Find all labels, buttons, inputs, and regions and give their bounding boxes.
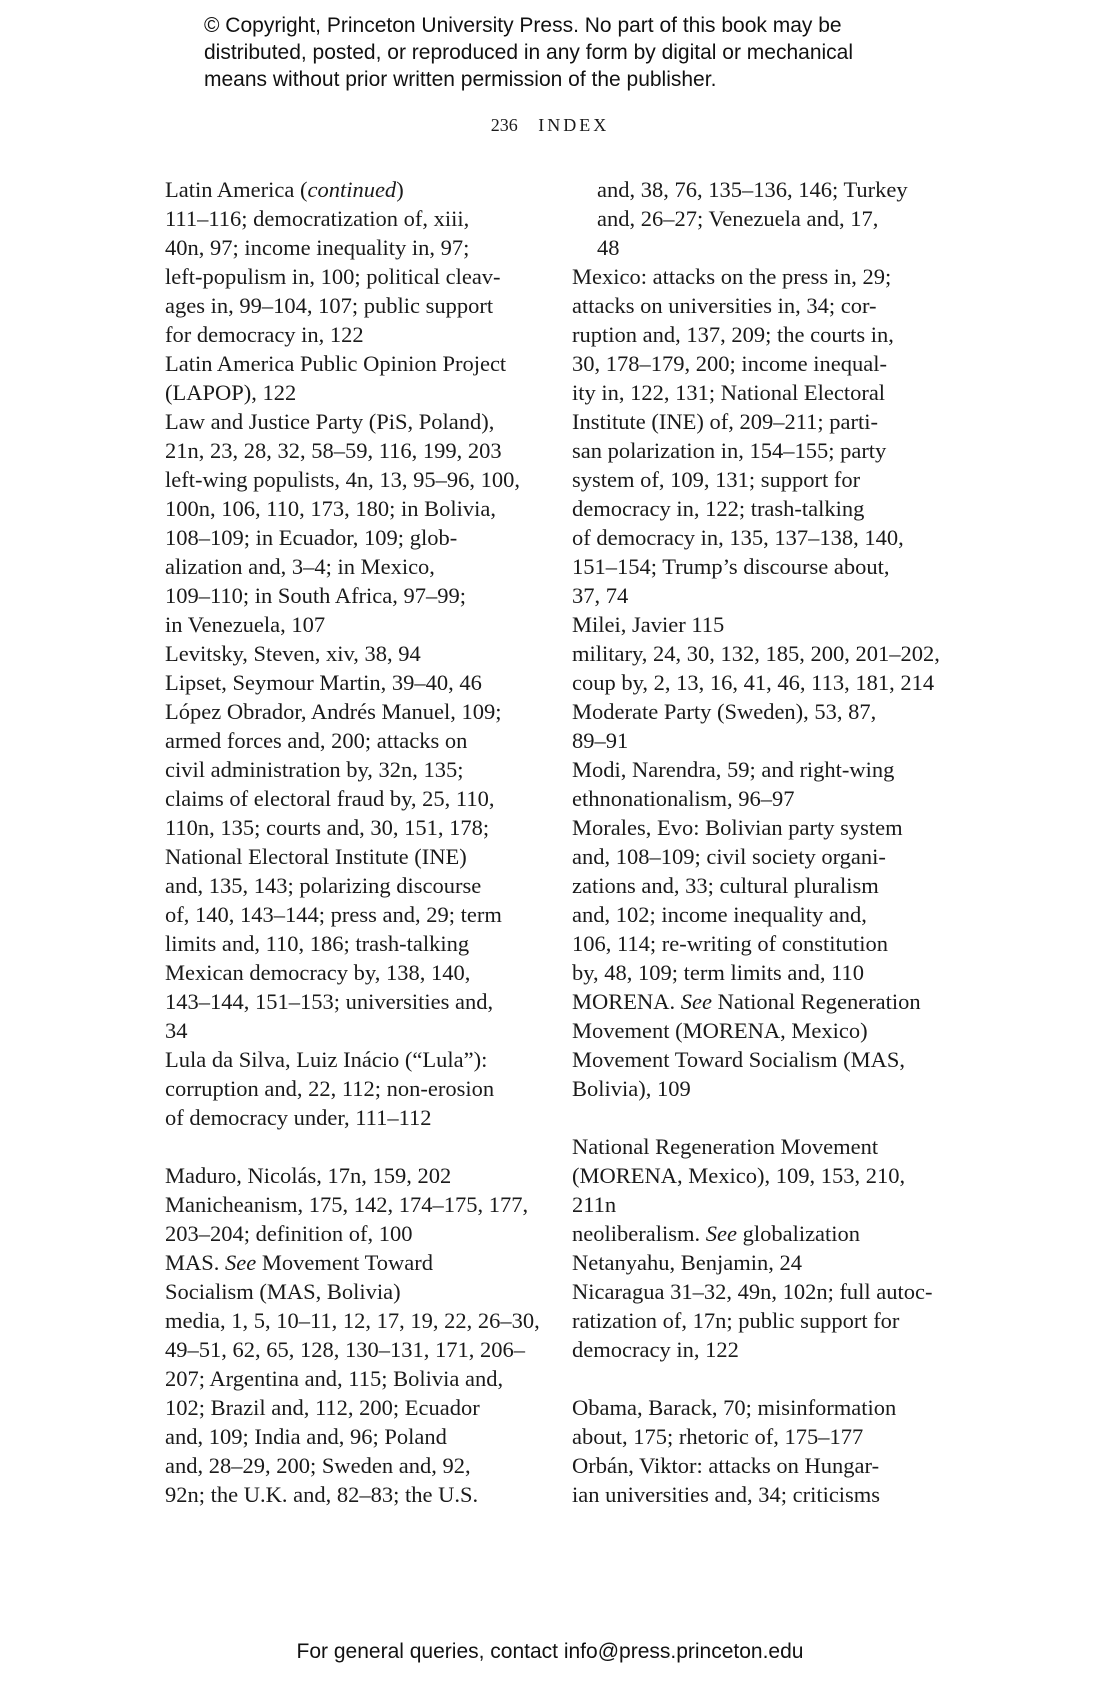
entry-line: and, 28–29, 200; Sweden and, 92, — [165, 1453, 471, 1478]
running-head — [0, 115, 1100, 136]
section-title: INDEX — [538, 115, 610, 135]
entry-line: Institute (INE) of, 209–211; parti- — [572, 409, 878, 434]
index-entry — [572, 1045, 972, 1103]
entry-line: 211n — [572, 1192, 617, 1217]
entry-line: armed forces and, 200; attacks on — [165, 728, 468, 753]
entry-line: 92n; the U.K. and, 82–83; the U.S. — [165, 1482, 479, 1507]
entry-line: Netanyahu, Benjamin, 24 — [572, 1250, 802, 1275]
entry-line: and, 109; India and, 96; Poland — [165, 1424, 447, 1449]
entry-line: left-wing populists, 4n, 13, 95–96, 100, — [165, 467, 520, 492]
index-entry-continuation — [572, 175, 972, 262]
entry-line: Mexico: attacks on the press in, 29; — [572, 264, 892, 289]
index-entry — [572, 697, 972, 755]
copyright-line: means without prior written permission of the publisher. — [204, 68, 717, 91]
index-entry — [572, 1393, 972, 1451]
index-entry — [165, 1306, 545, 1509]
entry-line: Movement Toward Socialism (MAS, — [572, 1047, 905, 1072]
index-entry — [572, 1277, 972, 1364]
entry-line: Manicheanism, 175, 142, 174–175, 177, — [165, 1192, 529, 1217]
entry-line: 21n, 23, 28, 32, 58–59, 116, 199, 203 — [165, 438, 502, 463]
entry-line: Bolivia), 109 — [572, 1076, 691, 1101]
index-entry — [572, 755, 972, 813]
entry-line: ruption and, 137, 209; the courts in, — [572, 322, 894, 347]
copyright-line: © Copyright, Princeton University Press. No part of this book may be — [204, 14, 842, 37]
entry-line: democracy in, 122; trash-talking — [572, 496, 865, 521]
entry-line: and, 102; income inequality and, — [572, 902, 867, 927]
entry-line: 40n, 97; income inequality in, 97; — [165, 235, 470, 260]
entry-line: by, 48, 109; term limits and, 110 — [572, 960, 865, 985]
index-entry — [165, 349, 545, 407]
index-entry — [165, 639, 545, 668]
entry-line: military, 24, 30, 132, 185, 200, 201–202, — [572, 641, 940, 666]
entry-line: media, 1, 5, 10–11, 12, 17, 19, 22, 26–30, — [165, 1308, 540, 1333]
entry-line: Morales, Evo: Bolivian party system — [572, 815, 903, 840]
index-entry — [572, 1219, 972, 1248]
entry-line: MAS. See Movement Toward — [165, 1250, 433, 1275]
index-entry — [165, 1161, 545, 1190]
entry-line: 108–109; in Ecuador, 109; glob- — [165, 525, 458, 550]
index-entry — [572, 813, 972, 987]
entry-line: Modi, Narendra, 59; and right-wing — [572, 757, 895, 782]
entry-line: (LAPOP), 122 — [165, 380, 297, 405]
entry-line: san polarization in, 154–155; party — [572, 438, 887, 463]
entry-line: MORENA. See National Regeneration — [572, 989, 921, 1014]
index-column-left — [165, 175, 545, 1509]
entry-line: attacks on universities in, 34; cor- — [572, 293, 877, 318]
entry-line: and, 108–109; civil society organi- — [572, 844, 886, 869]
index-entry — [165, 407, 545, 465]
entry-line: López Obrador, Andrés Manuel, 109; — [165, 699, 502, 724]
index-entry — [572, 639, 972, 697]
entry-line: Lipset, Seymour Martin, 39–40, 46 — [165, 670, 482, 695]
section-gap — [165, 1132, 545, 1161]
entry-line: of democracy in, 135, 137–138, 140, — [572, 525, 904, 550]
entry-line: Milei, Javier 115 — [572, 612, 725, 637]
footer-contact: For general queries, contact info@press.princeton.edu — [296, 1640, 804, 1663]
entry-line: 37, 74 — [572, 583, 629, 608]
entry-line: Maduro, Nicolás, 17n, 159, 202 — [165, 1163, 452, 1188]
entry-line: Orbán, Viktor: attacks on Hungar- — [572, 1453, 880, 1478]
entry-line: ian universities and, 34; criticisms — [572, 1482, 881, 1507]
entry-line: Latin America Public Opinion Project — [165, 351, 507, 376]
index-entry — [165, 175, 545, 349]
section-gap — [572, 1103, 972, 1132]
index-entry — [572, 1248, 972, 1277]
entry-line: 34 — [165, 1018, 188, 1043]
entry-line: about, 175; rhetoric of, 175–177 — [572, 1424, 864, 1449]
entry-line: 49–51, 62, 65, 128, 130–131, 171, 206– — [165, 1337, 525, 1362]
index-entry — [572, 610, 972, 639]
entry-line: limits and, 110, 186; trash-talking — [165, 931, 470, 956]
section-gap — [572, 1364, 972, 1393]
entry-line: for democracy in, 122 — [165, 322, 364, 347]
entry-line: Moderate Party (Sweden), 53, 87, — [572, 699, 877, 724]
entry-line: system of, 109, 131; support for — [572, 467, 861, 492]
entry-line: Socialism (MAS, Bolivia) — [165, 1279, 401, 1304]
entry-line: ratization of, 17n; public support for — [572, 1308, 900, 1333]
entry-line: National Electoral Institute (INE) — [165, 844, 467, 869]
entry-line: 151–154; Trump’s discourse about, — [572, 554, 890, 579]
entry-line: neoliberalism. See globalization — [572, 1221, 861, 1246]
entry-line: democracy in, 122 — [572, 1337, 739, 1362]
entry-line: Lula da Silva, Luiz Inácio (“Lula”): — [165, 1047, 488, 1072]
entry-line: ethnonationalism, 96–97 — [572, 786, 795, 811]
entry-line: Law and Justice Party (PiS, Poland), — [165, 409, 495, 434]
entry-line: zations and, 33; cultural pluralism — [572, 873, 879, 898]
entry-line: Levitsky, Steven, xiv, 38, 94 — [165, 641, 421, 666]
entry-line: of democracy under, 111–112 — [165, 1105, 432, 1130]
entry-line: Latin America (continued) — [165, 177, 404, 202]
index-entry — [165, 465, 545, 639]
entry-line: claims of electoral fraud by, 25, 110, — [165, 786, 495, 811]
entry-line: left-populism in, 100; political cleav- — [165, 264, 501, 289]
entry-line: 102; Brazil and, 112, 200; Ecuador — [165, 1395, 480, 1420]
entry-line: ages in, 99–104, 107; public support — [165, 293, 494, 318]
entry-line: Nicaragua 31–32, 49n, 102n; full autoc- — [572, 1279, 933, 1304]
index-entry — [165, 1190, 545, 1248]
entry-line: coup by, 2, 13, 16, 41, 46, 113, 181, 214 — [572, 670, 935, 695]
entry-line: 109–110; in South Africa, 97–99; — [165, 583, 467, 608]
page-number: 236 — [490, 115, 518, 135]
entry-line: National Regeneration Movement — [572, 1134, 879, 1159]
entry-line: 203–204; definition of, 100 — [165, 1221, 413, 1246]
entry-line: 48 — [597, 235, 620, 260]
entry-line: 110n, 135; courts and, 30, 151, 178; — [165, 815, 490, 840]
entry-line: 143–144, 151–153; universities and, — [165, 989, 494, 1014]
entry-line: alization and, 3–4; in Mexico, — [165, 554, 435, 579]
index-entry — [572, 1451, 972, 1509]
entry-line: Obama, Barack, 70; misinformation — [572, 1395, 897, 1420]
index-column-right — [572, 175, 972, 1509]
entry-line: and, 135, 143; polarizing discourse — [165, 873, 482, 898]
entry-line: 207; Argentina and, 115; Bolivia and, — [165, 1366, 504, 1391]
entry-line: ity in, 122, 131; National Electoral — [572, 380, 886, 405]
entry-line: 100n, 106, 110, 173, 180; in Bolivia, — [165, 496, 497, 521]
entry-line: 30, 178–179, 200; income inequal- — [572, 351, 887, 376]
entry-line: 89–91 — [572, 728, 629, 753]
entry-line: corruption and, 22, 112; non-erosion — [165, 1076, 495, 1101]
index-entry — [165, 668, 545, 697]
entry-line: 111–116; democratization of, xiii, — [165, 206, 470, 231]
index-entry — [165, 1045, 545, 1132]
index-entry — [572, 987, 972, 1045]
entry-line: Mexican democracy by, 138, 140, — [165, 960, 471, 985]
copyright-line: distributed, posted, or reproduced in any form by digital or mechanical — [204, 41, 854, 64]
entry-line: civil administration by, 32n, 135; — [165, 757, 464, 782]
index-entry — [165, 1248, 545, 1306]
entry-line: 106, 114; re-writing of constitution — [572, 931, 888, 956]
entry-line: (MORENA, Mexico), 109, 153, 210, — [572, 1163, 906, 1188]
entry-line: and, 38, 76, 135–136, 146; Turkey — [597, 177, 908, 202]
entry-line: in Venezuela, 107 — [165, 612, 326, 637]
entry-line: Movement (MORENA, Mexico) — [572, 1018, 868, 1043]
entry-line: of, 140, 143–144; press and, 29; term — [165, 902, 502, 927]
index-entry — [572, 262, 972, 610]
index-entry — [572, 1132, 972, 1219]
entry-line: and, 26–27; Venezuela and, 17, — [597, 206, 879, 231]
index-entry — [165, 697, 545, 1045]
copyright-notice — [204, 12, 964, 93]
